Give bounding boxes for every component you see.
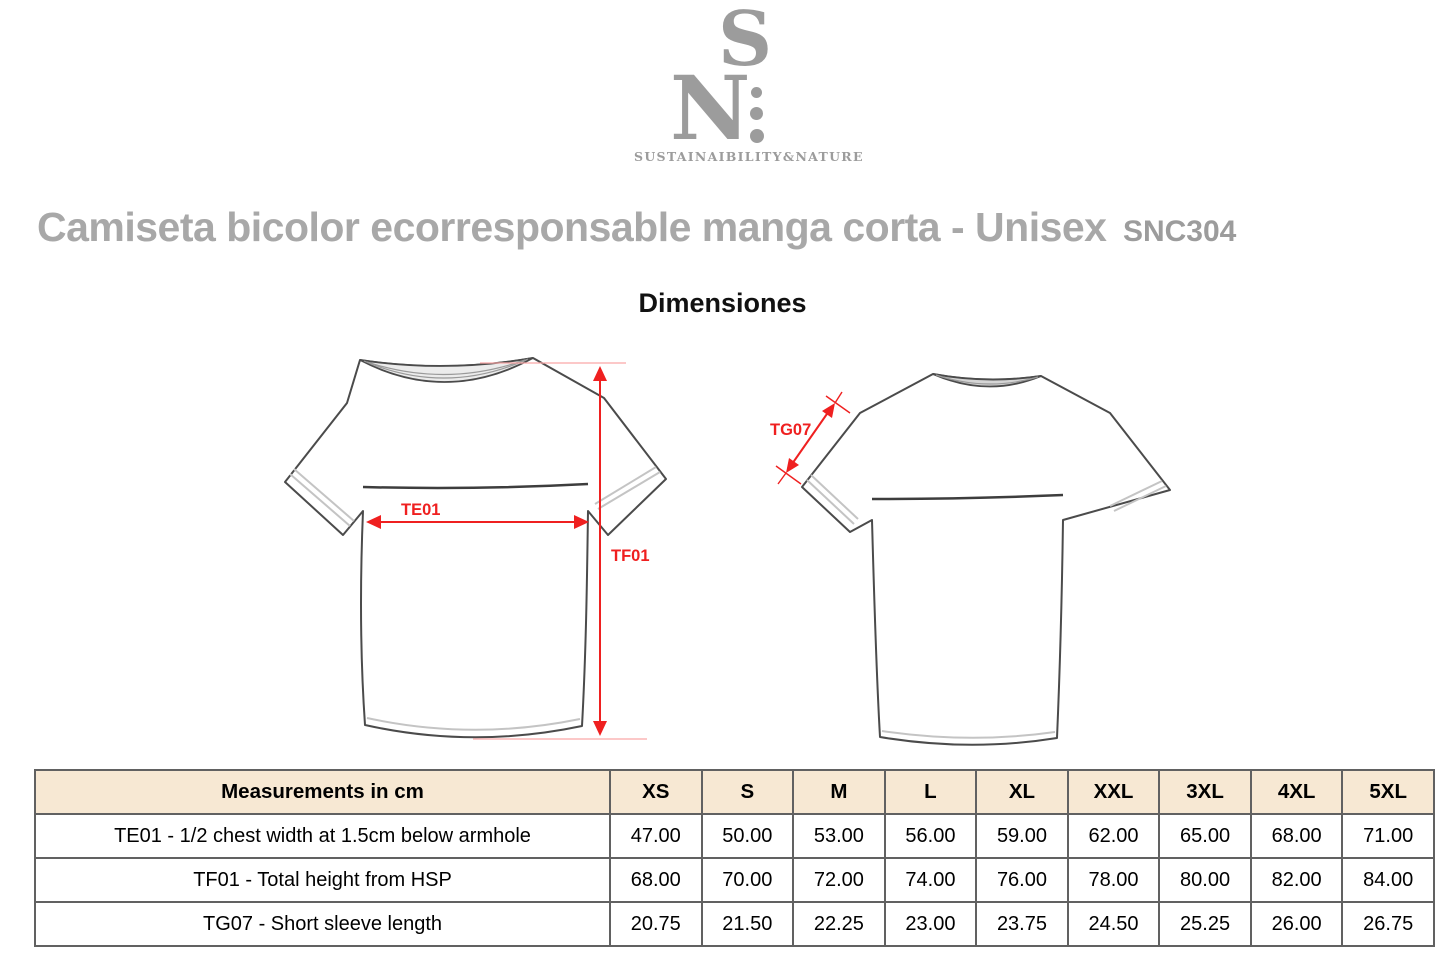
value-cell: 24.50 [1068, 902, 1160, 946]
header-measurements: Measurements in cm [35, 770, 610, 814]
value-cell: 70.00 [702, 858, 794, 902]
logo-letter-n: N [670, 56, 751, 160]
value-cell: 68.00 [1251, 814, 1343, 858]
header-size-m: M [793, 770, 885, 814]
tg07-label: TG07 [770, 421, 812, 439]
logo-wordmark: SUSTAINAIBILITY&NATURE [634, 149, 864, 164]
tg07-ext-bottom [778, 473, 786, 484]
value-cell: 76.00 [976, 858, 1068, 902]
te01-label: TE01 [401, 501, 441, 519]
value-cell: 21.50 [702, 902, 794, 946]
value-cell: 71.00 [1342, 814, 1434, 858]
value-cell: 65.00 [1159, 814, 1251, 858]
section-heading: Dimensiones [638, 288, 807, 318]
table-header-row [35, 770, 1434, 814]
value-cell: 20.75 [610, 902, 702, 946]
value-cell: 84.00 [1342, 858, 1434, 902]
header-size-s: S [702, 770, 794, 814]
logo-dot-icon [750, 107, 763, 120]
header-size-xxl: XXL [1068, 770, 1160, 814]
tg07-arrowhead-top-icon [822, 403, 835, 418]
value-cell: 50.00 [702, 814, 794, 858]
title-row [37, 204, 1236, 251]
value-cell: 23.75 [976, 902, 1068, 946]
value-cell: 74.00 [885, 858, 977, 902]
header-size-xl: XL [976, 770, 1068, 814]
value-cell: 72.00 [793, 858, 885, 902]
page-title: Camiseta bicolor ecorresponsable manga corta - Unisex [37, 204, 1107, 250]
row-label: TG07 - Short sleeve length [35, 902, 610, 946]
value-cell: 80.00 [1159, 858, 1251, 902]
header-size-3xl: 3XL [1159, 770, 1251, 814]
tshirt-front-outline [285, 358, 666, 737]
table-row-tf01 [35, 858, 1434, 902]
header-size-5xl: 5XL [1342, 770, 1434, 814]
row-label: TE01 - 1/2 chest width at 1.5cm below armhole [35, 814, 610, 858]
product-code: SNC304 [1122, 215, 1237, 248]
value-cell: 25.25 [1159, 902, 1251, 946]
tshirt-front-drawing [270, 343, 670, 755]
value-cell: 23.00 [885, 902, 977, 946]
logo-letter-s: S [718, 0, 773, 83]
value-cell: 22.25 [793, 902, 885, 946]
tshirt-back-outline [802, 374, 1170, 745]
value-cell: 78.00 [1068, 858, 1160, 902]
value-cell: 53.00 [793, 814, 885, 858]
row-label: TF01 - Total height from HSP [35, 858, 610, 902]
table-row-tg07 [35, 902, 1434, 946]
value-cell: 82.00 [1251, 858, 1343, 902]
tg07-ext-top [835, 392, 842, 403]
header-size-xs: XS [610, 770, 702, 814]
tg07-arrowhead-bottom-icon [786, 458, 799, 473]
table-row-te01 [35, 814, 1434, 858]
header-size-4xl: 4XL [1251, 770, 1343, 814]
value-cell: 26.00 [1251, 902, 1343, 946]
logo-dot-icon [750, 129, 764, 143]
value-cell: 62.00 [1068, 814, 1160, 858]
value-cell: 47.00 [610, 814, 702, 858]
header-size-l: L [885, 770, 977, 814]
logo-dot-icon [751, 87, 762, 98]
tf01-arrowhead-bottom-icon [593, 721, 607, 736]
value-cell: 59.00 [976, 814, 1068, 858]
tf01-arrowhead-top-icon [593, 366, 607, 381]
value-cell: 56.00 [885, 814, 977, 858]
value-cell: 26.75 [1342, 902, 1434, 946]
measurements-table [34, 769, 1435, 947]
value-cell: 68.00 [610, 858, 702, 902]
tf01-label: TF01 [611, 547, 650, 565]
tshirt-back-drawing [738, 348, 1230, 763]
